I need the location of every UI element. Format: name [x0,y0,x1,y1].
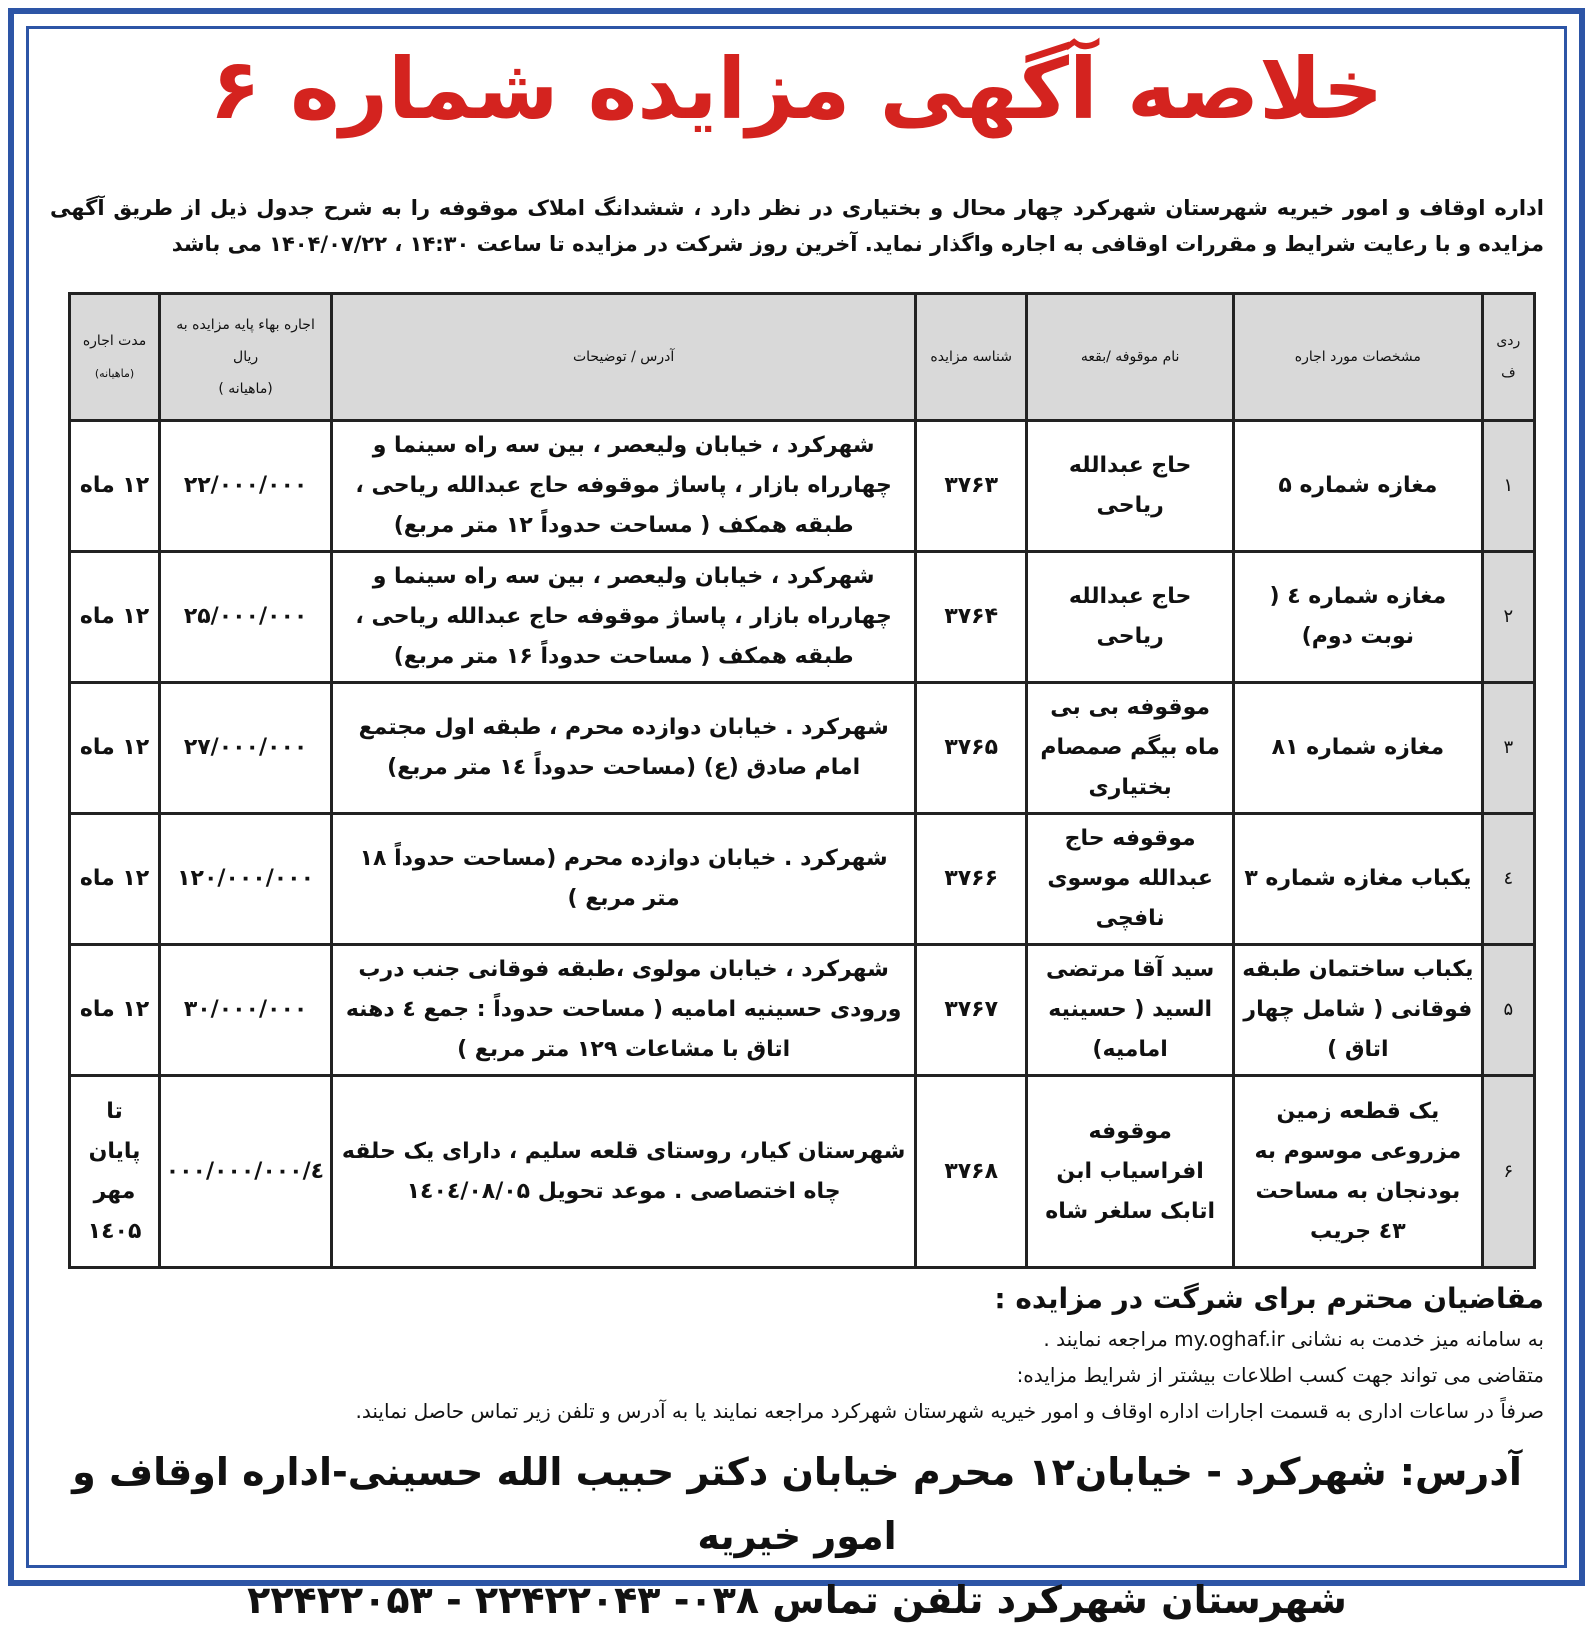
header-price [160,294,332,421]
row-price: ۲۵/۰۰۰/۰۰۰ [160,552,332,683]
row-name: حاج عبدالله ریاحی [1027,552,1234,683]
row-number: ۱ [1482,421,1534,552]
row-name: موقوفه افراسیاب ابن اتابک سلغر شاه [1027,1076,1234,1268]
table-row [70,683,1535,814]
row-id: ۳۷۶۳ [916,421,1027,552]
row-number: ٤ [1482,814,1534,945]
row-id: ۳۷۶۶ [916,814,1027,945]
address-line: آدرس: شهرکرد - خیابان۱۲ محرم خیابان دکتر حبیب الله حسینی-اداره اوقاف و امور خیریه [72,1450,1522,1558]
row-price: ۳۰/۰۰۰/۰۰۰ [160,945,332,1076]
address-phone-line [50,1568,1544,1632]
row-number: ۶ [1482,1076,1534,1268]
notes-heading: مقاضیان محترم برای شرگت در مزایده : [994,1282,1544,1315]
row-name: موقوفه بی بی ماه بیگم صمصام بختیاری [1027,683,1234,814]
row-spec: یکباب مغازه شماره ۳ [1234,814,1483,945]
auction-table [68,292,1536,1269]
row-duration: ۱۲ ماه [70,945,160,1076]
row-duration: تا پایان مهر ۱٤۰۵ [70,1076,160,1268]
row-spec: مغازه شماره ٤ ( نوبت دوم) [1234,552,1483,683]
notes-line-portal: به سامانه میز خدمت به نشانی my.oghaf.ir مراجعه نمایند . [1043,1327,1544,1351]
header-row-number: ردی ف [1482,294,1534,421]
header-name: نام موقوفه /بقعه [1027,294,1234,421]
row-name: سید آقا مرتضی السید ( حسینیه امامیه) [1027,945,1234,1076]
applicant-notes [50,1282,1544,1429]
row-id: ۳۷۶۵ [916,683,1027,814]
row-duration: ۱۲ ماه [70,814,160,945]
header-id: شناسه مزایده [916,294,1027,421]
table-header-row [70,294,1535,421]
intro-paragraph: اداره اوقاف و امور خیریه شهرستان شهرکرد چهار محال و بختیاری در نظر دارد ، ششدانگ املاک موقوفه را به شرح جدول ذیل از طریق آگهی مزایده و با رعایت شرایط و مقررات اوقافی به اجاره واگذار نماید. آخرین روز شرکت در مزایده تا ساعت ۱۴:۳۰ ، ۱۴۰۴/۰۷/۲۲ می باشد [50,196,1544,256]
phone-numbers: ۰۳۸- ۲۲۴۲۲۰۴۳ - ۲۲۴۲۲۰۵۳ [247,1578,760,1622]
row-duration: ۱۲ ماه [70,552,160,683]
row-address: شهرستان کیار، روستای قلعه سلیم ، دارای یک حلقه چاه اختصاصی . موعد تحویل ۱٤۰٤/۰۸/۰۵ [332,1076,916,1268]
row-address: شهرکرد . خیابان دوازده محرم ، طبقه اول مجتمع امام صادق (ع) (مساحت حدوداً ۱٤ متر مربع) [332,683,916,814]
row-name: حاج عبدالله ریاحی [1027,421,1234,552]
header-duration-label: مدت اجاره [82,332,147,349]
row-price: ۱۲۰/۰۰۰/۰۰۰ [160,814,332,945]
row-duration: ۱۲ ماه [70,683,160,814]
page-title: خلاصه آگهی مزایده شماره ۶ [209,40,1384,138]
row-id: ۳۷۶۷ [916,945,1027,1076]
table-row [70,945,1535,1076]
notes-line-info: متقاضی می تواند جهت کسب اطلاعات بیشتر از شرایط مزایده: [1016,1363,1544,1387]
header-duration-note: (ماهیانه) [94,366,135,380]
row-spec: مغازه شماره ۸۱ [1234,683,1483,814]
row-id: ۳۷۶۴ [916,552,1027,683]
table-row [70,1076,1535,1268]
row-duration: ۱۲ ماه [70,421,160,552]
row-address: شهرکرد ، خیابان ولیعصر ، بین سه راه سینما و چهارراه بازار ، پاساژ موقوفه حاج عبدالله ریاحی ، طبقه همکف ( مساحت حدوداً ۱۲ متر مربع) [332,421,916,552]
row-spec: یک قطعه زمین مزروعی موسوم به بودنجان به مساحت ٤۳ جریب [1234,1076,1483,1268]
row-price: ۲۲/۰۰۰/۰۰۰ [160,421,332,552]
header-price-label: اجاره بهاء پایه مزایده به ریال [176,317,315,365]
row-address: شهرکرد ، خیابان ولیعصر ، بین سه راه سینما و چهارراه بازار ، پاساژ موقوفه حاج عبدالله ریاحی ، طبقه همکف ( مساحت حدوداً ۱۶ متر مربع) [332,552,916,683]
row-name: موقوفه حاج عبدالله موسوی نافچی [1027,814,1234,945]
table-row [70,814,1535,945]
row-id: ۳۷۶۸ [916,1076,1027,1268]
row-number: ۳ [1482,683,1534,814]
row-spec: مغازه شماره ۵ [1234,421,1483,552]
notes-line-office: صرفاً در ساعات اداری به قسمت اجارات اداره اوقاف و امور خیریه شهرستان شهرکرد مراجعه نمایند یا به آدرس و تلفن زیر تماس حاصل نمایند. [355,1399,1544,1423]
row-price: ۲۷/۰۰۰/۰۰۰ [160,683,332,814]
table-row [70,421,1535,552]
header-price-note: (ماهیانه ) [218,381,273,397]
address-city-label: شهرستان شهرکرد تلفن تماس [772,1578,1347,1622]
row-spec: یکباب ساختمان طبقه فوقانی ( شامل چهار اتاق ) [1234,945,1483,1076]
header-address: آدرس / توضیحات [332,294,916,421]
row-number: ۵ [1482,945,1534,1076]
table-row [70,552,1535,683]
row-number: ۲ [1482,552,1534,683]
contact-address [50,1440,1544,1632]
row-address: شهرکرد . خیابان دوازده محرم (مساحت حدوداً ۱۸ متر مربع ) [332,814,916,945]
row-price: ٤/۰۰۰/۰۰۰/۰۰۰ [160,1076,332,1268]
header-duration [70,294,160,421]
header-spec: مشخصات مورد اجاره [1234,294,1483,421]
row-address: شهرکرد ، خیابان مولوی ،طبقه فوقانی جنب درب ورودی حسینیه امامیه ( مساحت حدوداً : جمع ٤ دهنه اتاق با مشاعات ۱۲۹ متر مربع ) [332,945,916,1076]
